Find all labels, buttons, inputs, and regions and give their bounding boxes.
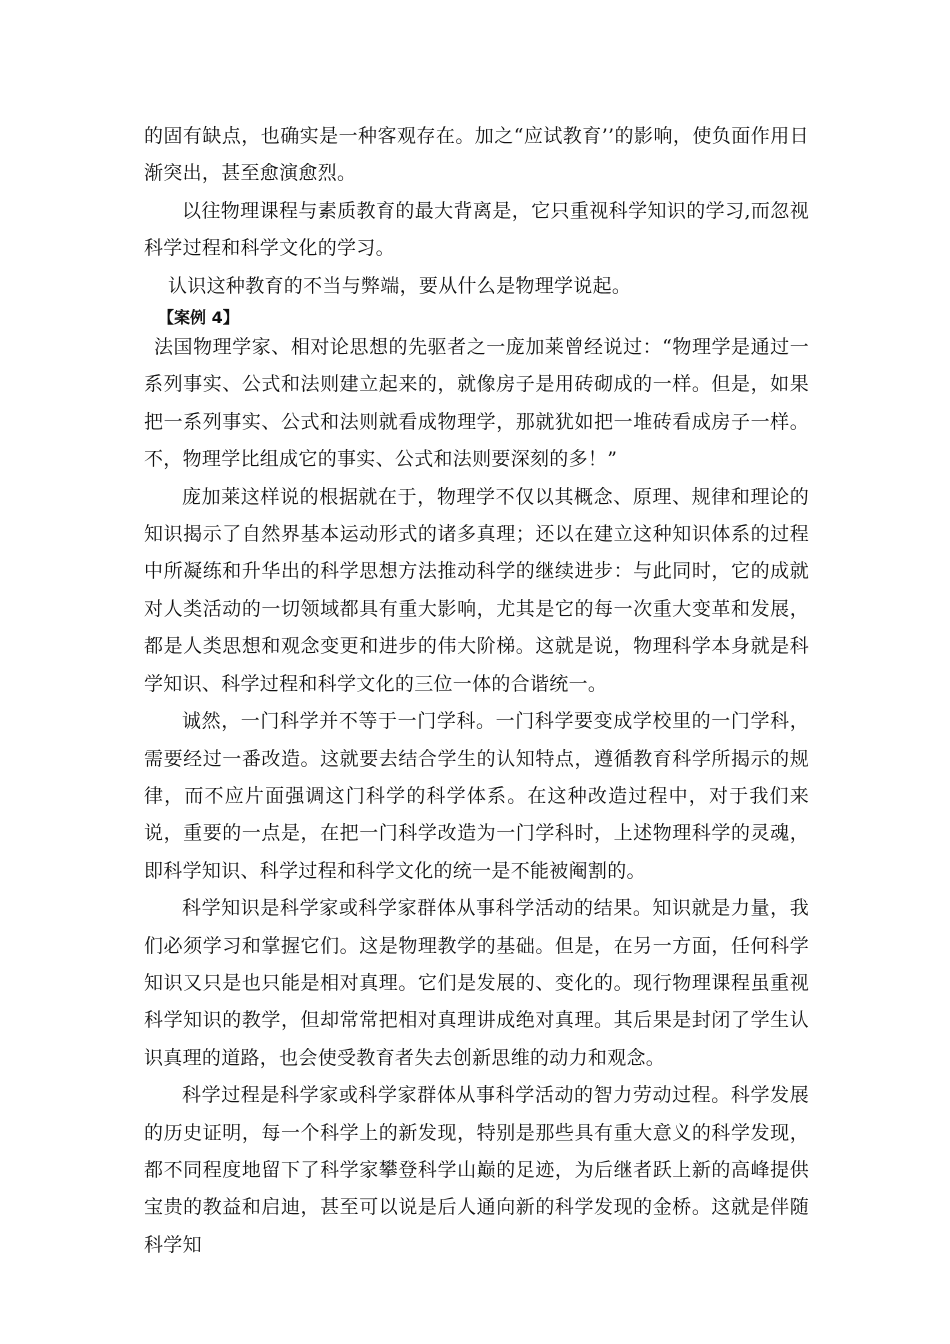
paragraph-scientific-knowledge: 科学知识是科学家或科学家群体从事科学活动的结果。知识就是力量，我们必须学习和掌握它们。这是物理教学的基础。但是，在另一方面，任何科学知识又只是也只能是相对真理。它们是发展的、变化的。现行物理课程虽重视科学知识的教学，但却常常把相对真理讲成绝对真理。其后果是封闭了学生认识真理的道路，也会使受教育者失去创新思维的动力和观念。 (144, 897, 809, 1069)
paragraph-continuation: 的固有缺点，也确实是一种客观存在。加之“应试教育’’的影响，使负面作用日渐突出，甚至愈演愈烈。 (144, 125, 809, 185)
paragraph-poincare-quote: 法国物理学家、相对论思想的先驱者之一庞加莱曾经说过：“物理学是通过一系列事实、公式和法则建立起来的，就像房子是用砖砌成的一样。但是，如果把一系列事实、公式和法则就看成物理学，那就犹如把一堆砖看成房子一样。不，物理学比组成它的事实、公式和法则要深刻的多！” (144, 336, 809, 471)
paragraph-poincare-reason: 庞加莱这样说的根据就在于，物理学不仅以其概念、原理、规律和理论的知识揭示了自然界基本运动形式的诸多真理；还以在建立这种知识体系的过程中所凝练和升华出的科学思想方法推动科学的继续进步：与此同时，它的成就对人类活动的一切领域都具有重大影响，尤其是它的每一次重大变革和发展，都是人类思想和观念变更和进步的伟大阶梯。这就是说，物理科学本身就是科学知识、科学过程和科学文化的三位一体的合谐统一。 (144, 485, 809, 695)
paragraph-scientific-process: 科学过程是科学家或科学家群体从事科学活动的智力劳动过程。科学发展的历史证明，每一个科学上的新发现，特别是那些具有重大意义的科学发现，都不同程度地留下了科学家攀登科学山巅的足迹，为后继者跃上新的高峰提供宝贵的教益和启迪，甚至可以说是后人通向新的科学发现的金桥。这就是伴随科学知 (144, 1084, 809, 1256)
paragraph-recognize: 认识这种教育的不当与弊端，要从什么是物理学说起。 (168, 274, 632, 297)
case-heading: 【案例 4】 (158, 308, 239, 328)
paragraph-science-vs-subject: 诚然，一门科学并不等于一门学科。一门科学要变成学校里的一门学科，需要经过一番改造。这就要去结合学生的认知特点，遵循教育科学所揭示的规律，而不应片面强调这门科学的科学体系。在这种改造过程中，对于我们来说，重要的一点是，在把一门科学改造为一门学科时，上述物理科学的灵魂，即科学知识、科学过程和科学文化的统一是不能被阉割的。 (144, 710, 809, 882)
document-page (144, 118, 809, 1264)
paragraph-physics-curriculum: 以往物理课程与素质教育的最大背离是，它只重视科学知识的学习,而忽视科学过程和科学文化的学习。 (144, 199, 809, 260)
